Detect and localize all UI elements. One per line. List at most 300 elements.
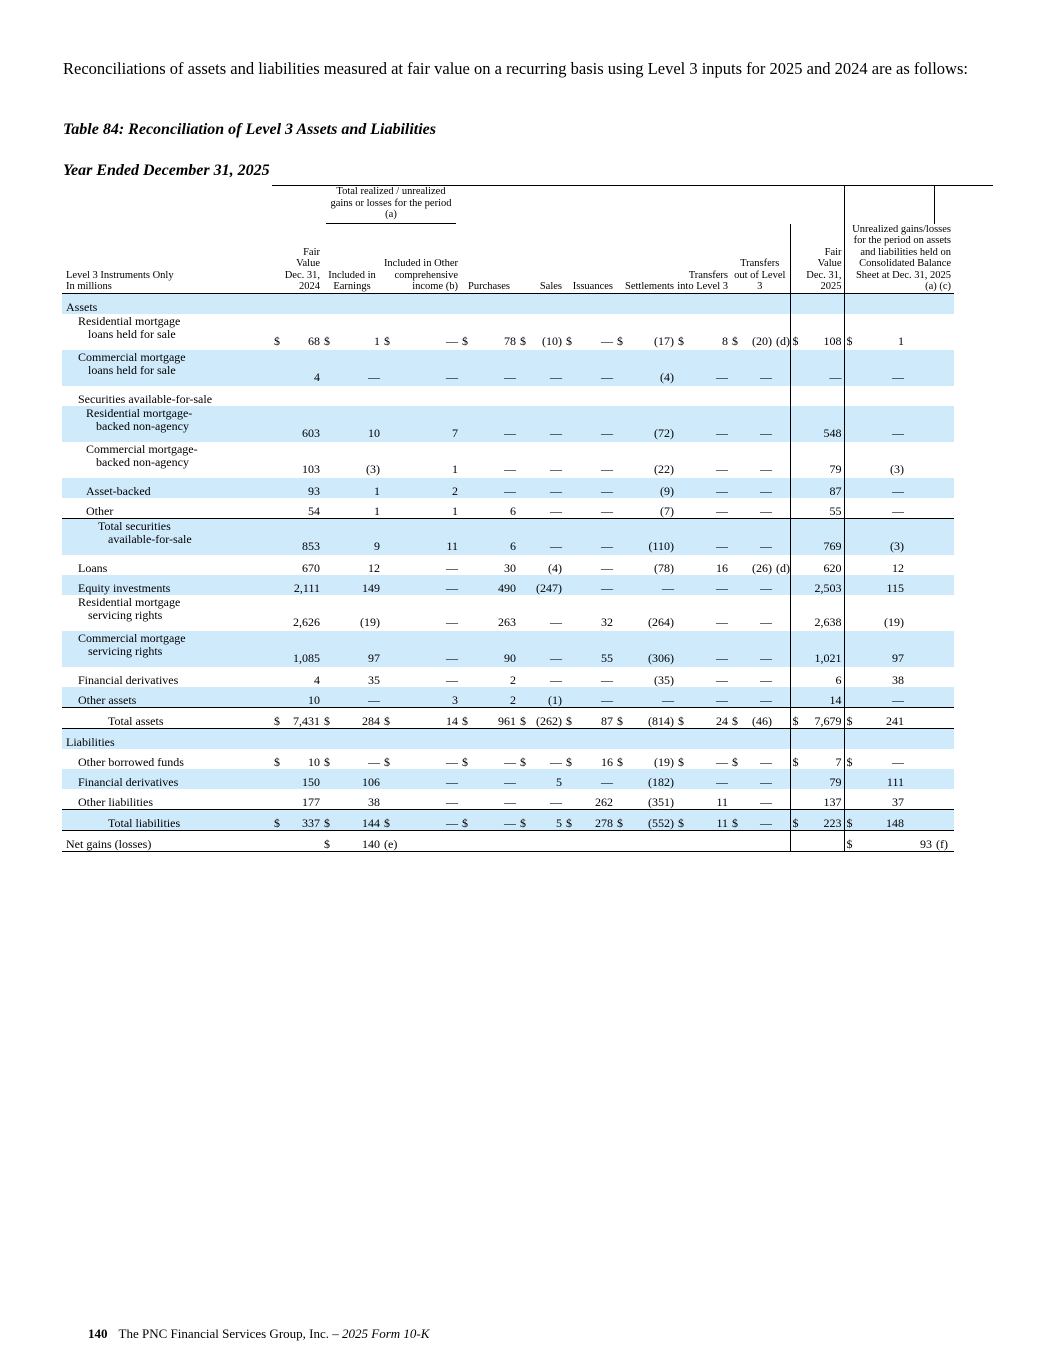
dollar-sign: $ [274,754,280,769]
transfers-out-value: — [760,503,772,518]
fv-end-value: 620 [823,560,842,575]
empty-cell [676,667,690,687]
purchases-value: — [504,461,516,476]
purchases-value: — [474,478,518,498]
purchases-value: — [504,794,516,809]
empty-cell [272,631,286,667]
row-label-line: Residential mortgage [78,313,181,328]
empty-cell [730,478,744,498]
empty-cell [615,518,629,555]
dollar-sign: $ [462,754,468,769]
row-label-line: backed non-agency [96,454,189,469]
empty-cell [615,769,629,789]
empty-cell [790,789,804,810]
settlements-value: — [629,687,676,708]
fv-start-value: 853 [286,518,322,555]
transfers-in-value: — [716,754,728,769]
transfers-out-value: (26) [752,560,772,575]
unrealized-value: (3) [858,518,934,555]
sales-value: — [532,406,564,442]
empty-cell [730,595,744,631]
empty-cell [790,667,804,687]
transfers-in-value: — [716,614,728,629]
table-row [62,707,993,728]
transfers-out-value: — [744,809,774,830]
empty-cell [322,687,336,708]
empty-cell [382,631,396,667]
settlements-value: (22) [654,461,674,476]
dollar-sign: $ [518,809,532,830]
intro-paragraph: Reconciliations of assets and liabilities measured at fair value on a recurring basis using Level 3 inputs for 2025 and 2024 are as follows: [63,59,968,78]
table-row [62,442,993,478]
purchases-value: 6 [510,503,516,518]
dollar-sign: $ [732,333,738,348]
purchases-value: — [474,809,518,830]
empty-cell [790,518,804,555]
footnote-ref: (d) [776,560,790,575]
footnote-ref [774,789,790,810]
table-row [62,749,993,769]
settlements-value: (78) [654,560,674,575]
unrealized-value: — [858,687,934,708]
empty-cell [615,667,629,687]
empty-cell [322,406,336,442]
empty-cell [382,595,396,631]
table-subtitle: Year Ended December 31, 2025 [63,162,270,179]
transfers-out-value: — [744,769,774,789]
empty-cell [518,518,532,555]
unrealized-value: 111 [858,769,934,789]
earnings-value: 9 [336,518,382,555]
row-label-line: Financial derivatives [78,774,179,789]
transfers-out-value: — [744,518,774,555]
dollar-sign: $ [732,754,738,769]
table-row [62,728,993,749]
row-label [62,595,272,631]
row-label-line: Commercial mortgage [78,630,186,645]
empty-cell [774,728,790,749]
empty-cell [564,595,578,631]
issuances-value: — [578,406,615,442]
row-label-line: Equity investments [78,580,171,595]
dollar-sign: $ [844,809,858,830]
empty-cell [518,442,532,478]
empty-cell [272,667,286,687]
empty-cell [382,575,396,595]
empty-cell [460,386,474,406]
row-label-line: Assets [66,299,98,314]
oci-value: 7 [396,406,460,442]
empty-cell [615,386,629,406]
empty-cell [564,769,578,789]
empty-cell [564,789,578,810]
fv-end-value: 137 [823,794,842,809]
fv-end-value: 79 [804,769,844,789]
empty-cell [676,728,690,749]
issuances-value: 55 [578,631,615,667]
empty-cell [844,293,858,314]
dollar-sign: $ [460,707,474,728]
empty-cell [615,293,629,314]
empty-cell [322,631,336,667]
dollar-sign: $ [790,707,804,728]
transfers-out-value: (46) [744,707,774,728]
dollar-sign: $ [844,749,858,769]
sales-header: Sales [518,224,564,294]
settlements-value: (306) [629,631,676,667]
empty-cell [790,728,804,749]
row-label [62,631,272,667]
empty-cell [272,595,286,631]
issuances-value: — [578,575,615,595]
fv-start-value: 10 [286,687,322,708]
oci-value: 1 [452,503,458,518]
sales-value: (4) [548,560,562,575]
settlements-value: (814) [629,707,676,728]
transfers-in-value: — [690,631,730,667]
empty-cell [564,687,578,708]
transfers-out-value: — [760,614,772,629]
row-label [62,707,272,728]
fv-end-header: Fair Value Dec. 31, 2025 [790,224,844,294]
unrealized-value: 38 [892,672,905,687]
empty-cell [322,386,336,406]
sales-value: (1) [532,687,564,708]
empty-cell [615,728,629,749]
empty-cell [286,728,322,749]
purchases-value: 78 [504,333,516,348]
empty-cell [518,769,532,789]
empty-cell [615,631,629,667]
empty-cell [730,728,744,749]
purchases-value: — [474,406,518,442]
oci-value: — [396,575,460,595]
dollar-sign: $ [272,707,286,728]
empty-cell [690,386,730,406]
unrealized-value: — [892,754,905,769]
empty-cell [382,478,396,498]
settlements-value: (17) [654,333,674,348]
row-label [62,809,272,830]
empty-cell [564,518,578,555]
empty-cell [460,350,474,386]
transfers-out-value: — [744,631,774,667]
earnings-value: 97 [336,631,382,667]
row-label [62,498,272,519]
table-title: Table 84: Reconciliation of Level 3 Assets and Liabilities [63,121,437,138]
dollar-sign: $ [384,333,390,348]
empty-cell [730,293,744,314]
dollar-sign: $ [730,809,744,830]
unrealized-value: 93 [858,830,934,851]
empty-cell [382,687,396,708]
row-label [62,687,272,708]
empty-cell [272,406,286,442]
footnote-ref [774,809,790,830]
empty-cell [518,575,532,595]
empty-cell [676,478,690,498]
empty-cell [629,386,676,406]
empty-cell [934,595,954,631]
row-label-line: servicing rights [88,607,163,622]
empty-cell [804,293,844,314]
empty-cell [336,386,382,406]
empty-cell [858,293,934,314]
footnote-ref [774,442,790,478]
empty-cell [460,406,474,442]
issuances-value: — [578,769,615,789]
transfers-in-value: 24 [690,707,730,728]
unrealized-value: — [858,478,934,498]
empty-cell [730,498,744,519]
unrealized-value: — [858,350,934,386]
empty-cell [744,728,774,749]
footnote-ref [774,478,790,498]
dollar-sign: $ [520,754,526,769]
empty-cell [804,830,844,851]
earnings-value: (19) [360,614,380,629]
empty-cell [790,687,804,708]
earnings-value: 1 [336,478,382,498]
empty-cell [460,518,474,555]
empty-cell [382,442,396,478]
empty-cell [460,667,474,687]
row-label-line: Residential mortgage- [86,405,193,420]
row-label [62,728,272,749]
row-label [62,350,272,386]
table-row [62,631,993,667]
dollar-sign: $ [676,809,690,830]
empty-cell [518,406,532,442]
transfers-in-value: — [716,503,728,518]
dollar-sign: $ [564,707,578,728]
row-label-line: Total securities [98,518,171,533]
oci-value: — [396,631,460,667]
fv-start-value: 1,085 [286,631,322,667]
oci-value: 14 [396,707,460,728]
empty-cell [844,386,858,406]
footnote-ref [774,406,790,442]
empty-cell [730,631,744,667]
dollar-sign: $ [462,333,468,348]
sales-value: (262) [532,707,564,728]
empty-cell [615,478,629,498]
fv-start-header: Fair Value Dec. 31, 2024 [272,224,322,294]
empty-cell [382,789,396,810]
dollar-sign: $ [844,830,858,851]
dollar-sign: $ [382,707,396,728]
empty-cell [518,478,532,498]
row-label [62,314,272,350]
dollar-sign: $ [615,809,629,830]
fv-end-value: 55 [829,503,842,518]
empty-cell [730,442,744,478]
oci-value: 1 [452,461,458,476]
empty-cell [564,406,578,442]
fv-start-value: 337 [286,809,322,830]
empty-cell [382,386,396,406]
unrealized-value: 97 [858,631,934,667]
unrealized-value: 1 [898,333,905,348]
fv-end-value: 7 [835,754,842,769]
oci-value: — [446,614,458,629]
row-label [62,293,272,314]
transfers-in-value: — [690,478,730,498]
page-number: 140 [88,1326,108,1341]
empty-cell [804,386,844,406]
table-row [62,789,993,810]
empty-cell [934,728,954,749]
sales-value: — [532,478,564,498]
empty-cell [460,575,474,595]
transfers-in-value: — [690,687,730,708]
dollar-sign: $ [520,333,526,348]
empty-cell [518,789,532,810]
empty-cell [460,595,474,631]
issuances-value: — [578,350,615,386]
settlements-value: — [629,575,676,595]
oci-value: 3 [396,687,460,708]
empty-cell [844,518,858,555]
empty-cell [934,707,954,728]
dollar-sign: $ [678,333,684,348]
empty-cell [934,631,954,667]
footnote-ref [774,575,790,595]
empty-cell [382,769,396,789]
fv-start-value: 68 [308,333,320,348]
issuances-value: — [601,503,613,518]
empty-cell [272,498,286,519]
row-label-line: Other [86,503,114,518]
empty-cell [676,789,690,810]
unrealized-value: — [858,406,934,442]
empty-cell [518,350,532,386]
dollar-sign: $ [566,754,572,769]
empty-cell [615,575,629,595]
earnings-value: — [368,754,380,769]
fv-end-value: 14 [804,687,844,708]
empty-cell [532,293,564,314]
empty-cell [564,575,578,595]
empty-cell [460,687,474,708]
table-row [62,769,993,789]
dollar-sign: $ [676,707,690,728]
issuances-value: 262 [595,794,613,809]
empty-cell [676,518,690,555]
settlements-value: (4) [629,350,676,386]
empty-cell [322,442,336,478]
settlements-value: (552) [629,809,676,830]
earnings-value: — [336,687,382,708]
issuances-value: — [601,461,613,476]
empty-cell [629,293,676,314]
transfers-in-value: 11 [716,794,728,809]
empty-cell [730,406,744,442]
transfers-out-value: (20) [752,333,772,348]
table-row [62,555,993,575]
empty-cell [578,293,615,314]
empty-cell [336,728,382,749]
empty-cell [272,518,286,555]
earnings-value: 12 [368,560,380,575]
oci-value: — [446,333,458,348]
transfers-out-header: Transfers out of Level 3 [730,224,790,294]
empty-cell [858,386,934,406]
row-label-line: Total liabilities [108,815,181,830]
transfers-in-value: — [690,769,730,789]
table-row [62,406,993,442]
dollar-sign: $ [324,333,330,348]
row-label [62,575,272,595]
empty-cell [790,386,804,406]
table-row [62,314,993,350]
empty-cell [460,728,474,749]
dollar-sign: $ [678,754,684,769]
issuances-value: 32 [601,614,613,629]
earnings-value: 140 [336,830,382,851]
dollar-sign: $ [730,707,744,728]
empty-cell [790,631,804,667]
empty-cell [676,631,690,667]
earnings-value: 144 [336,809,382,830]
empty-cell [518,555,532,575]
level3-reconciliation-table [62,185,993,852]
empty-cell [322,728,336,749]
issuances-value: — [601,333,613,348]
empty-cell [460,498,474,519]
empty-cell [844,478,858,498]
purchases-value: 2 [510,672,516,687]
empty-cell [844,350,858,386]
row-label-line: Total assets [108,713,164,728]
empty-cell [518,595,532,631]
sales-value: — [532,518,564,555]
empty-cell [518,293,532,314]
empty-cell [676,442,690,478]
empty-cell [844,769,858,789]
empty-cell [460,789,474,810]
empty-cell [564,386,578,406]
transfers-out-value: — [760,461,772,476]
empty-cell [382,350,396,386]
transfers-in-header: Transfers into Level 3 [676,224,730,294]
empty-cell [322,769,336,789]
row-label [62,789,272,810]
empty-cell [934,498,954,519]
fv-end-value: — [804,350,844,386]
oci-value: — [396,350,460,386]
empty-cell [844,498,858,519]
issuances-header: Issuances [564,224,615,294]
empty-cell [615,498,629,519]
empty-cell [790,830,804,851]
oci-value: — [446,754,458,769]
empty-cell [934,518,954,555]
oci-value: — [446,672,458,687]
footnote-ref [774,749,790,769]
empty-cell [272,350,286,386]
purchases-value: — [474,350,518,386]
empty-cell [730,667,744,687]
empty-cell [934,555,954,575]
empty-cell [676,406,690,442]
dollar-sign: $ [382,809,396,830]
column-header-row [62,224,993,294]
empty-cell [615,595,629,631]
dollar-sign: $ [564,809,578,830]
fv-end-value: 108 [823,333,842,348]
empty-cell [730,350,744,386]
